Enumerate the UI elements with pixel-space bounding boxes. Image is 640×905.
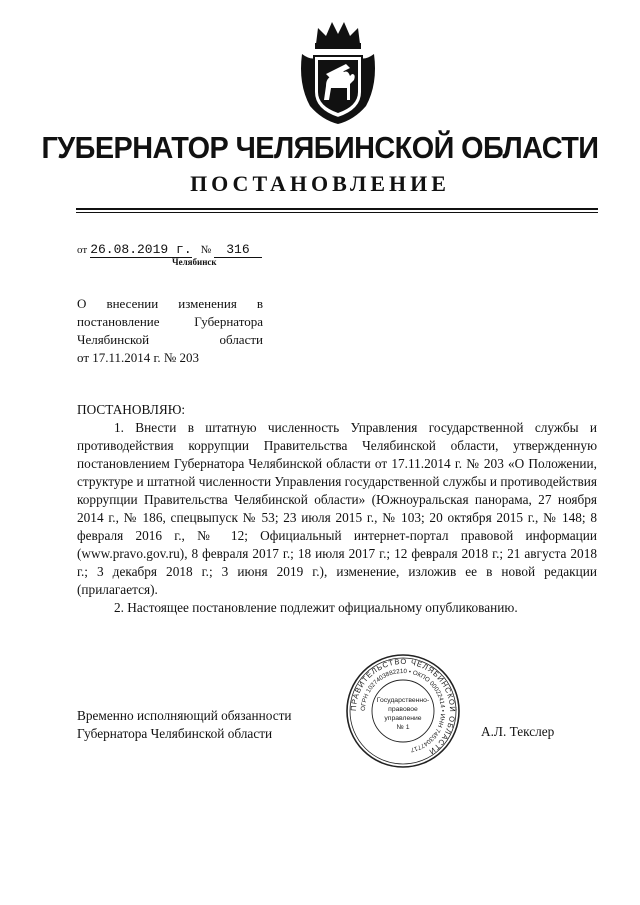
document-subject (77, 295, 263, 367)
stamp-inner-line: управление (384, 715, 422, 722)
stamp-inner-line: № 1 (396, 724, 410, 731)
position-line: Губернатора Челябинской области (77, 726, 273, 741)
date-label: от (77, 244, 88, 256)
decree-word: ПОСТАНОВЛЯЮ: (77, 402, 186, 417)
stamp-codes: ОГРН 1027403882210 • ОКПО 00022414 • ИНН 7453047717 (359, 667, 447, 754)
document-number: 316 (214, 242, 262, 258)
paragraph-item-1: 1. Внести в штатную численность Управления государственной службы и противодействия коррупции Правительства Челябинской области, утвержденную постановлением Губернатора Челябинской области от 17.11.2014 г. № 203 «О Положении, структуре и штатной численности Управления государственной службы и противодействия коррупции Правительства Челябинской области» (Южноуральская панорама, 27 ноября 2014 г., № 186, спецвыпуск № 53; 23 июля 2015 г., № 103; 20 октября 2015 г., № 148; 8 февраля 2016 г., № 12; Официальный интернет-портал правовой информации (www.pravo.gov.ru), 8 февраля 2017 г.; 18 июля 2017 г.; 12 февраля 2018 г.; 21 августа 2018 г.; 3 декабря 2018 г.; 3 июня 2019 г.), изменение, изложив ее в новой редакции (прилагается). (77, 420, 597, 597)
header-divider-thin (76, 212, 598, 213)
stamp-outer-text: ПРАВИТЕЛЬСТВО ЧЕЛЯБИНСКОЙ ОБЛАСТИ (348, 656, 458, 757)
document-body (77, 401, 597, 617)
subject-line: О внесении изменения в (77, 296, 263, 311)
document-city: Челябинск (172, 257, 217, 267)
document-type: ПОСТАНОВЛЕНИЕ (190, 171, 450, 196)
subject-line: от 17.11.2014 г. № 203 (77, 350, 200, 365)
paragraph-item-2: 2. Настоящее постановление подлежит официальному опубликованию. (114, 600, 518, 615)
position-line: Временно исполняющий обязанности (77, 708, 292, 723)
document-date: 26.08.2019 г. (90, 242, 192, 257)
coat-of-arms-icon (296, 14, 380, 126)
subject-line: постановление Губернатора (77, 314, 263, 329)
number-label: № (200, 244, 212, 256)
stamp-inner-line: правовое (388, 706, 418, 713)
signatory-position (77, 707, 292, 743)
date-number-row (77, 242, 262, 258)
official-stamp-icon (343, 651, 463, 771)
header-divider (76, 208, 598, 210)
signatory-name: А.Л. Текслер (481, 724, 555, 739)
page-title: ГУБЕРНАТОР ЧЕЛЯБИНСКОЙ ОБЛАСТИ (41, 130, 599, 165)
stamp-inner-line: Государственно- (376, 697, 430, 704)
subject-line: Челябинской области (77, 332, 263, 347)
